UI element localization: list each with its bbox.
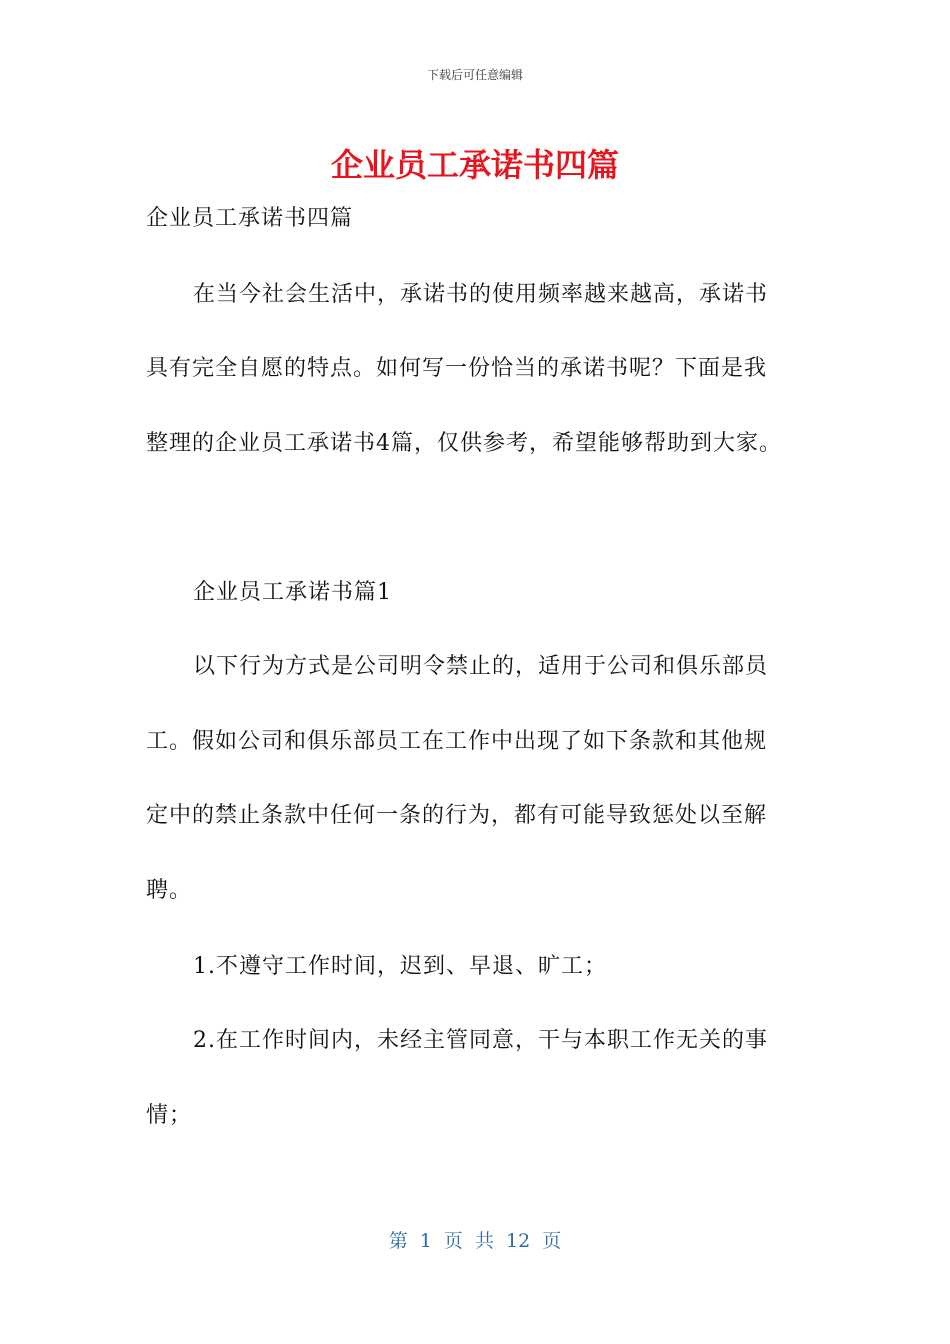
list-item-2-line-2: 情； [146,1103,193,1128]
intro-line-3: 整理的企业员工承诺书4篇，仅供参考，希望能够帮助到大家。 [146,431,782,456]
section-para-line-1: 以下行为方式是公司明令禁止的，适用于公司和俱乐部员 [193,654,769,679]
section-para-line-2: 工。假如公司和俱乐部员工在工作中出现了如下条款和其他规 [146,729,768,754]
section-para-line-3: 定中的禁止条款中任何一条的行为，都有可能导致惩处以至解 [146,803,768,828]
header-note: 下载后可任意编辑 [426,68,523,82]
list-item-1: 1.不遵守工作时间，迟到、早退、旷工； [193,954,607,979]
section-heading: 企业员工承诺书篇1 [193,580,392,605]
document-title: 企业员工承诺书四篇 [330,146,619,184]
intro-line-2: 具有完全自愿的特点。如何写一份恰当的承诺书呢？下面是我 [146,356,768,381]
section-para-line-4: 聘。 [146,878,193,903]
page-footer: 第 1 页 共 12 页 [388,1230,562,1252]
subtitle: 企业员工承诺书四篇 [146,206,354,231]
list-item-2-line-1: 2.在工作时间内，未经主管同意，干与本职工作无关的事 [193,1028,768,1053]
intro-line-1: 在当今社会生活中，承诺书的使用频率越来越高，承诺书 [193,282,769,307]
